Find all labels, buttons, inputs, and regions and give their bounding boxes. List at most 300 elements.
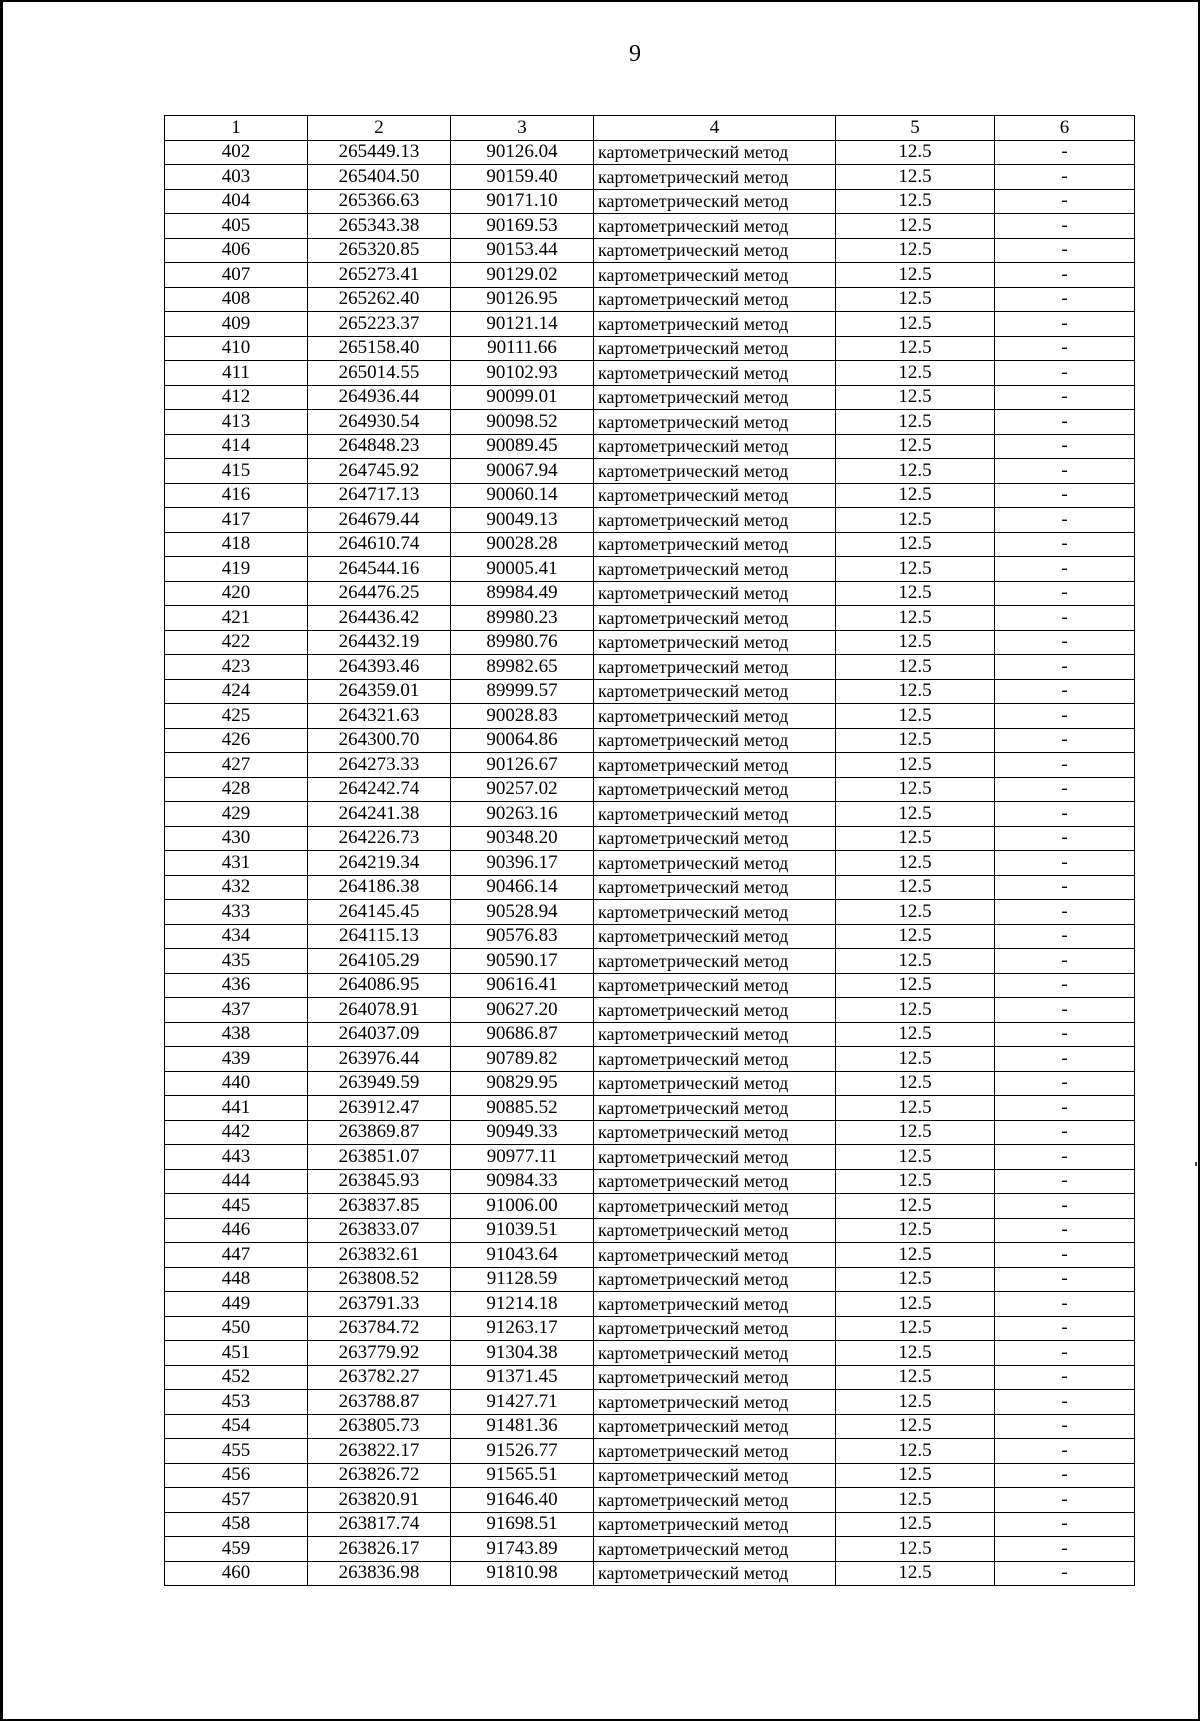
table-row bbox=[165, 410, 1135, 435]
accuracy-cell: 12.5 bbox=[836, 1218, 995, 1243]
table-row bbox=[165, 630, 1135, 655]
accuracy-cell: 12.5 bbox=[836, 312, 995, 337]
note-cell: - bbox=[995, 361, 1135, 386]
accuracy-cell: 12.5 bbox=[836, 508, 995, 533]
method-cell: картометрический метод bbox=[594, 949, 836, 974]
note-cell: - bbox=[995, 459, 1135, 484]
x-coordinate-cell: 263822.17 bbox=[308, 1439, 451, 1464]
accuracy-cell: 12.5 bbox=[836, 1316, 995, 1341]
x-coordinate-cell: 265273.41 bbox=[308, 263, 451, 288]
y-coordinate-cell: 89982.65 bbox=[451, 655, 594, 680]
note-cell: - bbox=[995, 1537, 1135, 1562]
y-coordinate-cell: 91371.45 bbox=[451, 1365, 594, 1390]
accuracy-cell: 12.5 bbox=[836, 385, 995, 410]
y-coordinate-cell: 90102.93 bbox=[451, 361, 594, 386]
x-coordinate-cell: 263826.72 bbox=[308, 1463, 451, 1488]
method-cell: картометрический метод bbox=[594, 1071, 836, 1096]
y-coordinate-cell: 90528.94 bbox=[451, 900, 594, 925]
x-coordinate-cell: 264186.38 bbox=[308, 875, 451, 900]
accuracy-cell: 12.5 bbox=[836, 630, 995, 655]
note-cell: - bbox=[995, 1561, 1135, 1586]
y-coordinate-cell: 91263.17 bbox=[451, 1316, 594, 1341]
x-coordinate-cell: 264300.70 bbox=[308, 728, 451, 753]
note-cell: - bbox=[995, 1341, 1135, 1366]
point-number-cell: 441 bbox=[165, 1096, 308, 1121]
table-row bbox=[165, 1120, 1135, 1145]
note-cell: - bbox=[995, 1243, 1135, 1268]
point-number-cell: 414 bbox=[165, 434, 308, 459]
point-number-cell: 448 bbox=[165, 1267, 308, 1292]
method-cell: картометрический метод bbox=[594, 679, 836, 704]
y-coordinate-cell: 90263.16 bbox=[451, 802, 594, 827]
table-row bbox=[165, 753, 1135, 778]
x-coordinate-cell: 263832.61 bbox=[308, 1243, 451, 1268]
point-number-cell: 420 bbox=[165, 581, 308, 606]
point-number-cell: 418 bbox=[165, 532, 308, 557]
accuracy-cell: 12.5 bbox=[836, 483, 995, 508]
note-cell: - bbox=[995, 532, 1135, 557]
table-row bbox=[165, 851, 1135, 876]
table-row bbox=[165, 606, 1135, 631]
point-number-cell: 406 bbox=[165, 238, 308, 263]
note-cell: - bbox=[995, 140, 1135, 165]
point-number-cell: 425 bbox=[165, 704, 308, 729]
method-cell: картометрический метод bbox=[594, 753, 836, 778]
accuracy-cell: 12.5 bbox=[836, 851, 995, 876]
x-coordinate-cell: 265320.85 bbox=[308, 238, 451, 263]
table-row bbox=[165, 1414, 1135, 1439]
x-coordinate-cell: 263808.52 bbox=[308, 1267, 451, 1292]
note-cell: - bbox=[995, 1463, 1135, 1488]
point-number-cell: 408 bbox=[165, 287, 308, 312]
method-cell: картометрический метод bbox=[594, 1316, 836, 1341]
accuracy-cell: 12.5 bbox=[836, 1463, 995, 1488]
table-row bbox=[165, 1316, 1135, 1341]
note-cell: - bbox=[995, 1414, 1135, 1439]
point-number-cell: 452 bbox=[165, 1365, 308, 1390]
note-cell: - bbox=[995, 557, 1135, 582]
accuracy-cell: 12.5 bbox=[836, 287, 995, 312]
point-number-cell: 424 bbox=[165, 679, 308, 704]
accuracy-cell: 12.5 bbox=[836, 1194, 995, 1219]
accuracy-cell: 12.5 bbox=[836, 1537, 995, 1562]
table-row bbox=[165, 336, 1135, 361]
accuracy-cell: 12.5 bbox=[836, 581, 995, 606]
method-cell: картометрический метод bbox=[594, 1267, 836, 1292]
x-coordinate-cell: 264544.16 bbox=[308, 557, 451, 582]
y-coordinate-cell: 90627.20 bbox=[451, 998, 594, 1023]
table-row bbox=[165, 1561, 1135, 1586]
method-cell: картометрический метод bbox=[594, 728, 836, 753]
column-header-3: 3 bbox=[451, 116, 594, 141]
method-cell: картометрический метод bbox=[594, 508, 836, 533]
accuracy-cell: 12.5 bbox=[836, 459, 995, 484]
table-row bbox=[165, 385, 1135, 410]
table-row bbox=[165, 581, 1135, 606]
y-coordinate-cell: 90126.95 bbox=[451, 287, 594, 312]
table-row bbox=[165, 287, 1135, 312]
y-coordinate-cell: 91810.98 bbox=[451, 1561, 594, 1586]
y-coordinate-cell: 90885.52 bbox=[451, 1096, 594, 1121]
x-coordinate-cell: 264145.45 bbox=[308, 900, 451, 925]
x-coordinate-cell: 264936.44 bbox=[308, 385, 451, 410]
method-cell: картометрический метод bbox=[594, 998, 836, 1023]
method-cell: картометрический метод bbox=[594, 704, 836, 729]
note-cell: - bbox=[995, 679, 1135, 704]
method-cell: картометрический метод bbox=[594, 459, 836, 484]
table-row bbox=[165, 1463, 1135, 1488]
accuracy-cell: 12.5 bbox=[836, 140, 995, 165]
x-coordinate-cell: 265343.38 bbox=[308, 214, 451, 239]
note-cell: - bbox=[995, 336, 1135, 361]
method-cell: картометрический метод bbox=[594, 214, 836, 239]
method-cell: картометрический метод bbox=[594, 1463, 836, 1488]
accuracy-cell: 12.5 bbox=[836, 875, 995, 900]
method-cell: картометрический метод bbox=[594, 581, 836, 606]
point-number-cell: 451 bbox=[165, 1341, 308, 1366]
point-number-cell: 440 bbox=[165, 1071, 308, 1096]
y-coordinate-cell: 91006.00 bbox=[451, 1194, 594, 1219]
method-cell: картометрический метод bbox=[594, 1047, 836, 1072]
method-cell: картометрический метод bbox=[594, 777, 836, 802]
note-cell: - bbox=[995, 385, 1135, 410]
point-number-cell: 404 bbox=[165, 189, 308, 214]
y-coordinate-cell: 90789.82 bbox=[451, 1047, 594, 1072]
y-coordinate-cell: 90590.17 bbox=[451, 949, 594, 974]
accuracy-cell: 12.5 bbox=[836, 802, 995, 827]
x-coordinate-cell: 263836.98 bbox=[308, 1561, 451, 1586]
y-coordinate-cell: 90686.87 bbox=[451, 1022, 594, 1047]
table-row bbox=[165, 1365, 1135, 1390]
method-cell: картометрический метод bbox=[594, 189, 836, 214]
x-coordinate-cell: 265158.40 bbox=[308, 336, 451, 361]
x-coordinate-cell: 264078.91 bbox=[308, 998, 451, 1023]
method-cell: картометрический метод bbox=[594, 1414, 836, 1439]
table-row bbox=[165, 532, 1135, 557]
point-number-cell: 405 bbox=[165, 214, 308, 239]
note-cell: - bbox=[995, 483, 1135, 508]
note-cell: - bbox=[995, 1267, 1135, 1292]
method-cell: картометрический метод bbox=[594, 385, 836, 410]
point-number-cell: 442 bbox=[165, 1120, 308, 1145]
note-cell: - bbox=[995, 1488, 1135, 1513]
column-header-6: 6 bbox=[995, 116, 1135, 141]
table-row bbox=[165, 312, 1135, 337]
note-cell: - bbox=[995, 630, 1135, 655]
x-coordinate-cell: 263805.73 bbox=[308, 1414, 451, 1439]
accuracy-cell: 12.5 bbox=[836, 1243, 995, 1268]
column-header-5: 5 bbox=[836, 116, 995, 141]
accuracy-cell: 12.5 bbox=[836, 1267, 995, 1292]
x-coordinate-cell: 263949.59 bbox=[308, 1071, 451, 1096]
y-coordinate-cell: 90098.52 bbox=[451, 410, 594, 435]
note-cell: - bbox=[995, 1096, 1135, 1121]
table-row bbox=[165, 140, 1135, 165]
point-number-cell: 430 bbox=[165, 826, 308, 851]
accuracy-cell: 12.5 bbox=[836, 1341, 995, 1366]
point-number-cell: 459 bbox=[165, 1537, 308, 1562]
method-cell: картометрический метод bbox=[594, 238, 836, 263]
method-cell: картометрический метод bbox=[594, 826, 836, 851]
accuracy-cell: 12.5 bbox=[836, 1071, 995, 1096]
note-cell: - bbox=[995, 1512, 1135, 1537]
x-coordinate-cell: 263845.93 bbox=[308, 1169, 451, 1194]
table-row bbox=[165, 483, 1135, 508]
y-coordinate-cell: 90466.14 bbox=[451, 875, 594, 900]
point-number-cell: 432 bbox=[165, 875, 308, 900]
table-row bbox=[165, 826, 1135, 851]
accuracy-cell: 12.5 bbox=[836, 1390, 995, 1415]
point-number-cell: 453 bbox=[165, 1390, 308, 1415]
table-row bbox=[165, 1390, 1135, 1415]
point-number-cell: 455 bbox=[165, 1439, 308, 1464]
method-cell: картометрический метод bbox=[594, 1292, 836, 1317]
y-coordinate-cell: 91427.71 bbox=[451, 1390, 594, 1415]
method-cell: картометрический метод bbox=[594, 973, 836, 998]
y-coordinate-cell: 89980.23 bbox=[451, 606, 594, 631]
point-number-cell: 422 bbox=[165, 630, 308, 655]
table-row bbox=[165, 973, 1135, 998]
x-coordinate-cell: 264610.74 bbox=[308, 532, 451, 557]
point-number-cell: 435 bbox=[165, 949, 308, 974]
accuracy-cell: 12.5 bbox=[836, 1365, 995, 1390]
y-coordinate-cell: 89999.57 bbox=[451, 679, 594, 704]
table-row bbox=[165, 1071, 1135, 1096]
y-coordinate-cell: 91565.51 bbox=[451, 1463, 594, 1488]
table-row bbox=[165, 900, 1135, 925]
accuracy-cell: 12.5 bbox=[836, 1169, 995, 1194]
note-cell: - bbox=[995, 949, 1135, 974]
point-number-cell: 403 bbox=[165, 165, 308, 190]
table-row bbox=[165, 1512, 1135, 1537]
y-coordinate-cell: 91698.51 bbox=[451, 1512, 594, 1537]
y-coordinate-cell: 90089.45 bbox=[451, 434, 594, 459]
method-cell: картометрический метод bbox=[594, 312, 836, 337]
note-cell: - bbox=[995, 312, 1135, 337]
x-coordinate-cell: 263784.72 bbox=[308, 1316, 451, 1341]
y-coordinate-cell: 90153.44 bbox=[451, 238, 594, 263]
x-coordinate-cell: 263869.87 bbox=[308, 1120, 451, 1145]
point-number-cell: 431 bbox=[165, 851, 308, 876]
y-coordinate-cell: 91743.89 bbox=[451, 1537, 594, 1562]
y-coordinate-cell: 90169.53 bbox=[451, 214, 594, 239]
x-coordinate-cell: 264717.13 bbox=[308, 483, 451, 508]
accuracy-cell: 12.5 bbox=[836, 1292, 995, 1317]
note-cell: - bbox=[995, 1316, 1135, 1341]
y-coordinate-cell: 90028.28 bbox=[451, 532, 594, 557]
note-cell: - bbox=[995, 851, 1135, 876]
method-cell: картометрический метод bbox=[594, 1512, 836, 1537]
table-row bbox=[165, 459, 1135, 484]
x-coordinate-cell: 264432.19 bbox=[308, 630, 451, 655]
accuracy-cell: 12.5 bbox=[836, 238, 995, 263]
y-coordinate-cell: 90067.94 bbox=[451, 459, 594, 484]
note-cell: - bbox=[995, 238, 1135, 263]
note-cell: - bbox=[995, 1218, 1135, 1243]
table-row bbox=[165, 189, 1135, 214]
x-coordinate-cell: 263817.74 bbox=[308, 1512, 451, 1537]
y-coordinate-cell: 90257.02 bbox=[451, 777, 594, 802]
accuracy-cell: 12.5 bbox=[836, 532, 995, 557]
point-number-cell: 444 bbox=[165, 1169, 308, 1194]
x-coordinate-cell: 263779.92 bbox=[308, 1341, 451, 1366]
point-number-cell: 412 bbox=[165, 385, 308, 410]
column-header-1: 1 bbox=[165, 116, 308, 141]
note-cell: - bbox=[995, 263, 1135, 288]
accuracy-cell: 12.5 bbox=[836, 1439, 995, 1464]
x-coordinate-cell: 265404.50 bbox=[308, 165, 451, 190]
accuracy-cell: 12.5 bbox=[836, 606, 995, 631]
note-cell: - bbox=[995, 704, 1135, 729]
x-coordinate-cell: 264086.95 bbox=[308, 973, 451, 998]
note-cell: - bbox=[995, 165, 1135, 190]
x-coordinate-cell: 263820.91 bbox=[308, 1488, 451, 1513]
accuracy-cell: 12.5 bbox=[836, 410, 995, 435]
y-coordinate-cell: 91481.36 bbox=[451, 1414, 594, 1439]
note-cell: - bbox=[995, 655, 1135, 680]
note-cell: - bbox=[995, 1071, 1135, 1096]
accuracy-cell: 12.5 bbox=[836, 924, 995, 949]
method-cell: картометрический метод bbox=[594, 557, 836, 582]
method-cell: картометрический метод bbox=[594, 1488, 836, 1513]
x-coordinate-cell: 263791.33 bbox=[308, 1292, 451, 1317]
y-coordinate-cell: 90111.66 bbox=[451, 336, 594, 361]
note-cell: - bbox=[995, 287, 1135, 312]
accuracy-cell: 12.5 bbox=[836, 1512, 995, 1537]
accuracy-cell: 12.5 bbox=[836, 973, 995, 998]
y-coordinate-cell: 91646.40 bbox=[451, 1488, 594, 1513]
note-cell: - bbox=[995, 508, 1135, 533]
accuracy-cell: 12.5 bbox=[836, 655, 995, 680]
x-coordinate-cell: 264219.34 bbox=[308, 851, 451, 876]
y-coordinate-cell: 90171.10 bbox=[451, 189, 594, 214]
method-cell: картометрический метод bbox=[594, 361, 836, 386]
method-cell: картометрический метод bbox=[594, 900, 836, 925]
note-cell: - bbox=[995, 998, 1135, 1023]
point-number-cell: 428 bbox=[165, 777, 308, 802]
method-cell: картометрический метод bbox=[594, 1218, 836, 1243]
table-row bbox=[165, 1537, 1135, 1562]
scan-border-left bbox=[0, 0, 3, 1721]
note-cell: - bbox=[995, 1365, 1135, 1390]
method-cell: картометрический метод bbox=[594, 336, 836, 361]
y-coordinate-cell: 90829.95 bbox=[451, 1071, 594, 1096]
point-number-cell: 423 bbox=[165, 655, 308, 680]
method-cell: картометрический метод bbox=[594, 1022, 836, 1047]
point-number-cell: 415 bbox=[165, 459, 308, 484]
note-cell: - bbox=[995, 581, 1135, 606]
y-coordinate-cell: 91039.51 bbox=[451, 1218, 594, 1243]
table-row bbox=[165, 1194, 1135, 1219]
point-number-cell: 446 bbox=[165, 1218, 308, 1243]
accuracy-cell: 12.5 bbox=[836, 1145, 995, 1170]
note-cell: - bbox=[995, 900, 1135, 925]
accuracy-cell: 12.5 bbox=[836, 998, 995, 1023]
point-number-cell: 447 bbox=[165, 1243, 308, 1268]
method-cell: картометрический метод bbox=[594, 410, 836, 435]
table-row bbox=[165, 1145, 1135, 1170]
table-row bbox=[165, 263, 1135, 288]
table-row bbox=[165, 728, 1135, 753]
table-row bbox=[165, 508, 1135, 533]
point-number-cell: 426 bbox=[165, 728, 308, 753]
x-coordinate-cell: 264359.01 bbox=[308, 679, 451, 704]
accuracy-cell: 12.5 bbox=[836, 1120, 995, 1145]
table-row bbox=[165, 1022, 1135, 1047]
x-coordinate-cell: 265449.13 bbox=[308, 140, 451, 165]
x-coordinate-cell: 264476.25 bbox=[308, 581, 451, 606]
note-cell: - bbox=[995, 777, 1135, 802]
table-row bbox=[165, 1267, 1135, 1292]
accuracy-cell: 12.5 bbox=[836, 1561, 995, 1586]
y-coordinate-cell: 90064.86 bbox=[451, 728, 594, 753]
method-cell: картометрический метод bbox=[594, 1194, 836, 1219]
table-body bbox=[165, 140, 1135, 1586]
x-coordinate-cell: 263912.47 bbox=[308, 1096, 451, 1121]
note-cell: - bbox=[995, 973, 1135, 998]
y-coordinate-cell: 90005.41 bbox=[451, 557, 594, 582]
table-row bbox=[165, 434, 1135, 459]
table-row bbox=[165, 1243, 1135, 1268]
point-number-cell: 429 bbox=[165, 802, 308, 827]
table-row bbox=[165, 1047, 1135, 1072]
x-coordinate-cell: 264242.74 bbox=[308, 777, 451, 802]
note-cell: - bbox=[995, 924, 1135, 949]
method-cell: картометрический метод bbox=[594, 287, 836, 312]
method-cell: картометрический метод bbox=[594, 165, 836, 190]
y-coordinate-cell: 90121.14 bbox=[451, 312, 594, 337]
table-row bbox=[165, 704, 1135, 729]
note-cell: - bbox=[995, 1120, 1135, 1145]
x-coordinate-cell: 264105.29 bbox=[308, 949, 451, 974]
note-cell: - bbox=[995, 434, 1135, 459]
table-row bbox=[165, 557, 1135, 582]
table-row bbox=[165, 998, 1135, 1023]
y-coordinate-cell: 89980.76 bbox=[451, 630, 594, 655]
y-coordinate-cell: 90159.40 bbox=[451, 165, 594, 190]
note-cell: - bbox=[995, 1022, 1135, 1047]
point-number-cell: 458 bbox=[165, 1512, 308, 1537]
method-cell: картометрический метод bbox=[594, 532, 836, 557]
point-number-cell: 437 bbox=[165, 998, 308, 1023]
point-number-cell: 407 bbox=[165, 263, 308, 288]
y-coordinate-cell: 90977.11 bbox=[451, 1145, 594, 1170]
y-coordinate-cell: 89984.49 bbox=[451, 581, 594, 606]
accuracy-cell: 12.5 bbox=[836, 361, 995, 386]
accuracy-cell: 12.5 bbox=[836, 826, 995, 851]
y-coordinate-cell: 90984.33 bbox=[451, 1169, 594, 1194]
table-row bbox=[165, 361, 1135, 386]
table-row bbox=[165, 165, 1135, 190]
note-cell: - bbox=[995, 1047, 1135, 1072]
point-number-cell: 454 bbox=[165, 1414, 308, 1439]
method-cell: картометрический метод bbox=[594, 875, 836, 900]
y-coordinate-cell: 90028.83 bbox=[451, 704, 594, 729]
x-coordinate-cell: 263782.27 bbox=[308, 1365, 451, 1390]
method-cell: картометрический метод bbox=[594, 1439, 836, 1464]
accuracy-cell: 12.5 bbox=[836, 189, 995, 214]
accuracy-cell: 12.5 bbox=[836, 728, 995, 753]
table-header-row bbox=[165, 116, 1135, 141]
table-row bbox=[165, 1218, 1135, 1243]
x-coordinate-cell: 263851.07 bbox=[308, 1145, 451, 1170]
x-coordinate-cell: 264848.23 bbox=[308, 434, 451, 459]
note-cell: - bbox=[995, 1292, 1135, 1317]
y-coordinate-cell: 90396.17 bbox=[451, 851, 594, 876]
table-row bbox=[165, 1169, 1135, 1194]
point-number-cell: 433 bbox=[165, 900, 308, 925]
point-number-cell: 419 bbox=[165, 557, 308, 582]
